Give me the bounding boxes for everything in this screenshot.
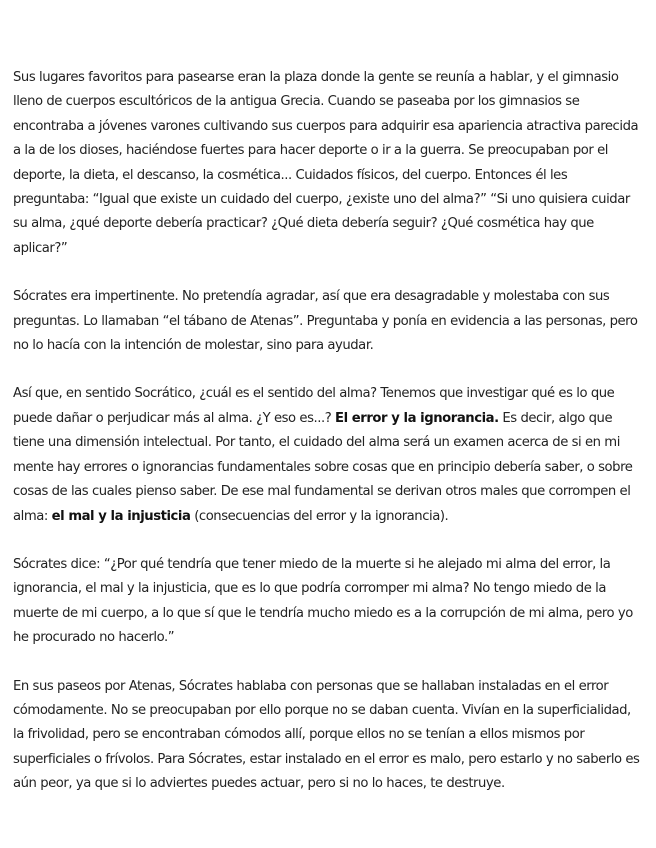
paragraph-text: Es decir, algo que tiene una dimensión intelectual. Por tanto, el cuidado del alma será un examen acerca de si en mi mente hay errores o ignorancias fundamentales sobre cosas que en principio debería saber, o sobre cosas de las cuales pienso saber. De ese mal fundamental se derivan otros males que corrompen el alma: (13, 410, 633, 524)
paragraph-athens-walks (13, 675, 643, 797)
document-body (13, 66, 643, 821)
emphasis-evil-injustice: el mal y la injusticia (51, 508, 191, 524)
paragraph-text: Sócrates era impertinente. No pretendía agradar, así que era desagradable y molestaba con sus preguntas. Lo llamaban “el tábano de Atenas”. Preguntaba y ponía en evidencia a las personas, pero no lo hacía con la intención de molestar, sino para ayudar. (13, 289, 638, 354)
paragraph-text: Sus lugares favoritos para pasearse eran la plaza donde la gente se reunía a hablar, y el gimnasio lleno de cuerpos escultóricos de la antigua Grecia. Cuando se paseaba por los gimnasios se encontraba a jóvenes varones cultivando sus cuerpos para adquirir esa apariencia atractiva parecida a la de los dioses, haciéndose fuertes para hacer deporte o ir a la guerra. Se preocupaban por el deporte, la dieta, el descanso, la cosmética... Cuidados físicos, del cuerpo. Entonces él les preguntaba: “Igual que existe un cuidado del cuerpo, ¿existe uno del alma?” “Si uno quisiera cuidar su alma, ¿qué deporte debería practicar? ¿Qué dieta debería seguir? ¿Qué cosmética hay que aplicar?” (13, 70, 639, 256)
emphasis-error-ignorance: El error y la ignorancia. (335, 410, 499, 426)
paragraph-text: (consecuencias del error y la ignorancia). (190, 508, 449, 524)
paragraph-soul-meaning (13, 382, 643, 528)
paragraph-impertinent (13, 285, 643, 358)
paragraph-text: Sócrates dice: “¿Por qué tendría que tener miedo de la muerte si he alejado mi alma del error, la ignorancia, el mal y la injusticia, que es lo que podría corromper mi alma? No tengo miedo de la muerte de mi cuerpo, a lo que sí que le tendría mucho miedo es a la corrupción de mi alma, pero yo he procurado no hacerlo.” (13, 556, 633, 646)
paragraph-text: En sus paseos por Atenas, Sócrates hablaba con personas que se hallaban instaladas en el error cómodamente. No se preocupaban por ello porque no se daban cuenta. Vivían en la superficialidad, la frivolidad, pero se encontraban cómodos allí, porque ellos no se tenían a ellos mismos por superficiales o frívolos. Para Sócrates, estar instalado en el error es malo, pero estarlo y no saberlo es aún peor, ya que si lo adviertes puedes actuar, pero si no lo haces, te destruye. (13, 678, 640, 792)
paragraph-text: Así que, en sentido Socrático, ¿cuál es el sentido del alma? Tenemos que investigar qué es lo que puede dañar o perjudicar más al alma. ¿Y eso es...? (13, 386, 615, 426)
paragraph-favorite-places (13, 66, 643, 261)
paragraph-socrates-quote (13, 553, 643, 651)
